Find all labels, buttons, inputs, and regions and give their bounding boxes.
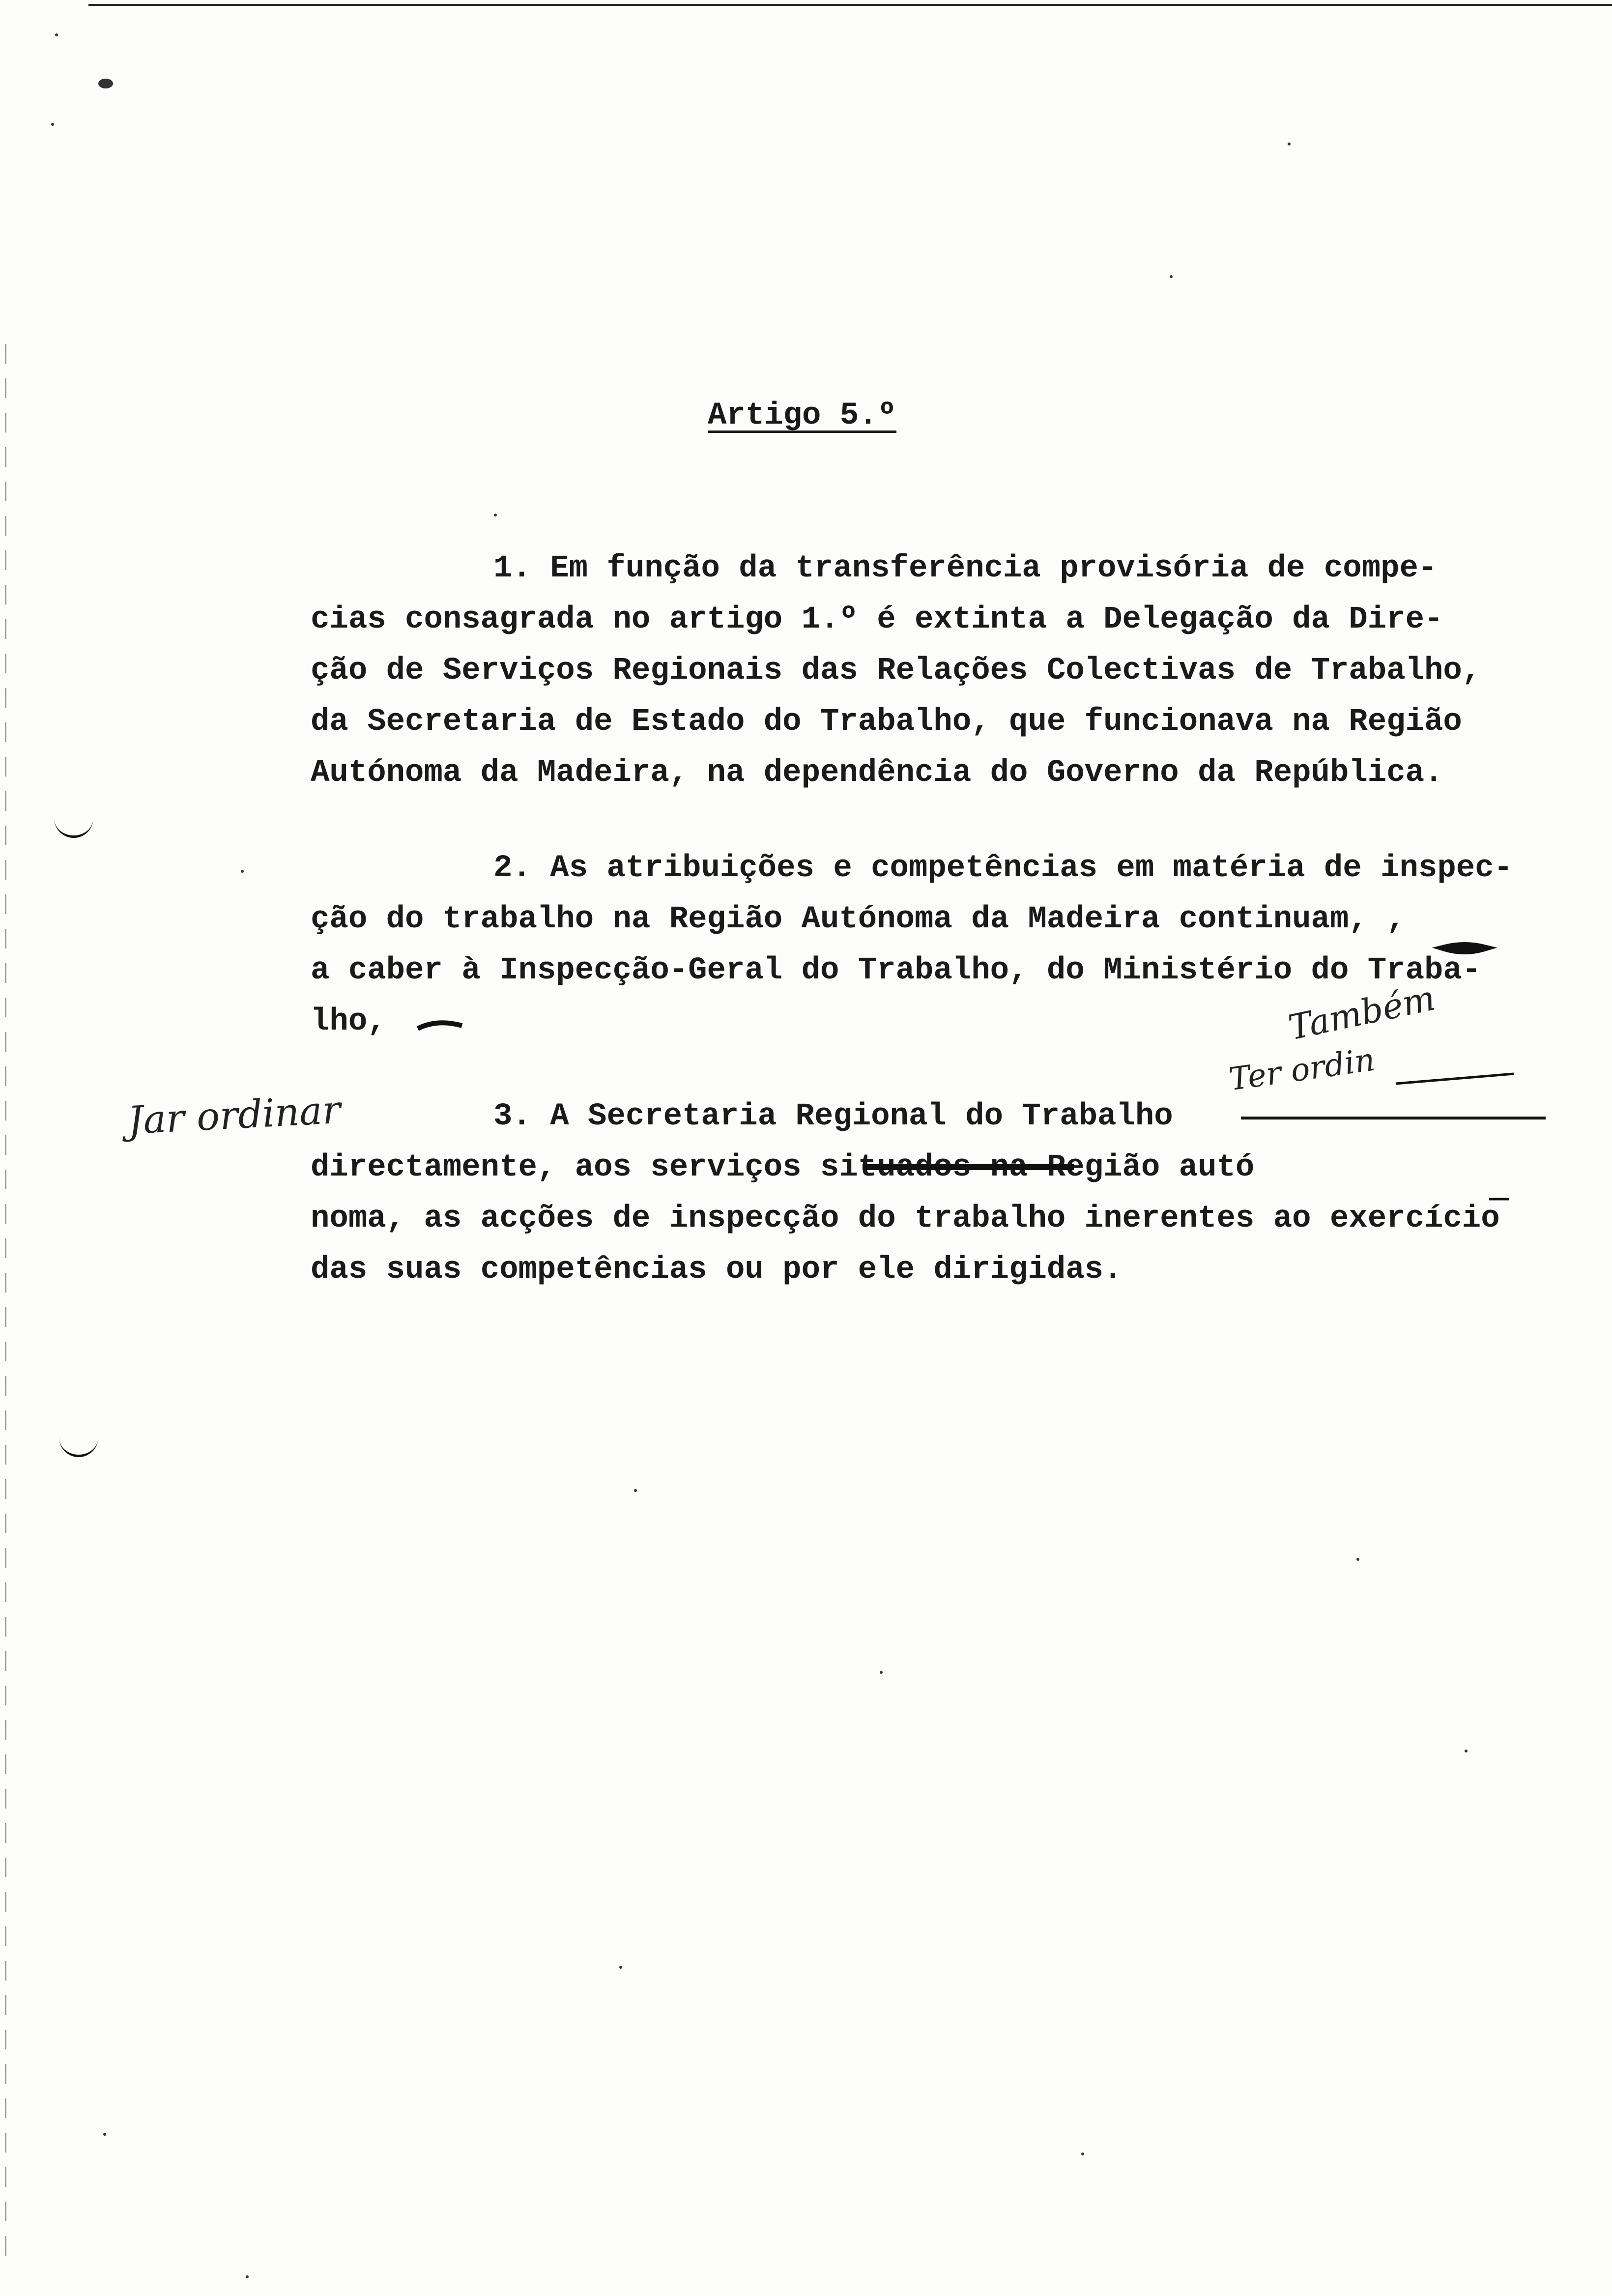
handwritten-underline <box>1396 1074 1514 1084</box>
page-top-edge <box>88 4 1612 6</box>
paragraph-line: das suas competências ou por ele dirigidas. <box>311 1252 1123 1288</box>
dust-speck <box>1465 1750 1468 1752</box>
dust-speck <box>494 514 497 517</box>
punch-mark <box>54 816 93 838</box>
ink-speck <box>51 123 54 126</box>
dust-speck <box>634 1489 637 1492</box>
ink-speck <box>98 79 113 88</box>
paragraph-line: lho, <box>311 1004 386 1039</box>
dust-speck <box>241 870 244 873</box>
handwritten-note-right-mid: Ter ordin <box>1227 1041 1378 1098</box>
page-left-edge <box>5 344 6 2261</box>
paragraph-line: da Secretaria de Estado do Trabalho, que funcionava na Região <box>311 704 1462 740</box>
dust-speck <box>1356 1558 1359 1561</box>
dust-speck <box>880 1671 883 1674</box>
paragraph-line: 2. As atribuições e competências em matéria de inspec- <box>493 851 1513 886</box>
dust-speck <box>1081 2152 1084 2155</box>
paragraph-line: directamente, aos serviços situados na Região autó <box>311 1150 1255 1185</box>
dust-speck <box>1288 143 1291 145</box>
paragraph-3 <box>311 1091 1569 1295</box>
paragraph-line: 3. A Secretaria Regional do Trabalho <box>493 1099 1173 1134</box>
paragraph-1 <box>311 543 1569 799</box>
dust-speck <box>246 2275 249 2278</box>
handwritten-note-left: Jar ordinar <box>126 1088 342 1144</box>
handwritten-note-right-top: Também <box>1285 977 1439 1048</box>
dust-speck <box>619 1966 622 1969</box>
paragraph-line: Autónoma da Madeira, na dependência do Governo da República. <box>311 755 1443 791</box>
article-title: Artigo 5.º <box>708 398 897 433</box>
ink-speck <box>55 33 58 36</box>
paragraph-line: ção de Serviços Regionais das Relações Colectivas de Trabalho, <box>311 653 1481 689</box>
paragraph-line: cias consagrada no artigo 1.º é extinta a Delegação da Dire- <box>311 602 1443 637</box>
paragraph-line: noma, as acções de inspecção do trabalho inerentes ao exercício <box>311 1201 1500 1236</box>
paragraph-line: ção do trabalho na Região Autónoma da Madeira continuam, , <box>311 902 1406 937</box>
punch-mark <box>59 1435 98 1457</box>
dust-speck <box>1170 275 1173 278</box>
paragraph-line: a caber à Inspecção-Geral do Trabalho, do Ministério do Traba- <box>311 953 1481 988</box>
dust-speck <box>103 2133 106 2136</box>
paragraph-line: 1. Em função da transferência provisória de compe- <box>493 551 1438 586</box>
